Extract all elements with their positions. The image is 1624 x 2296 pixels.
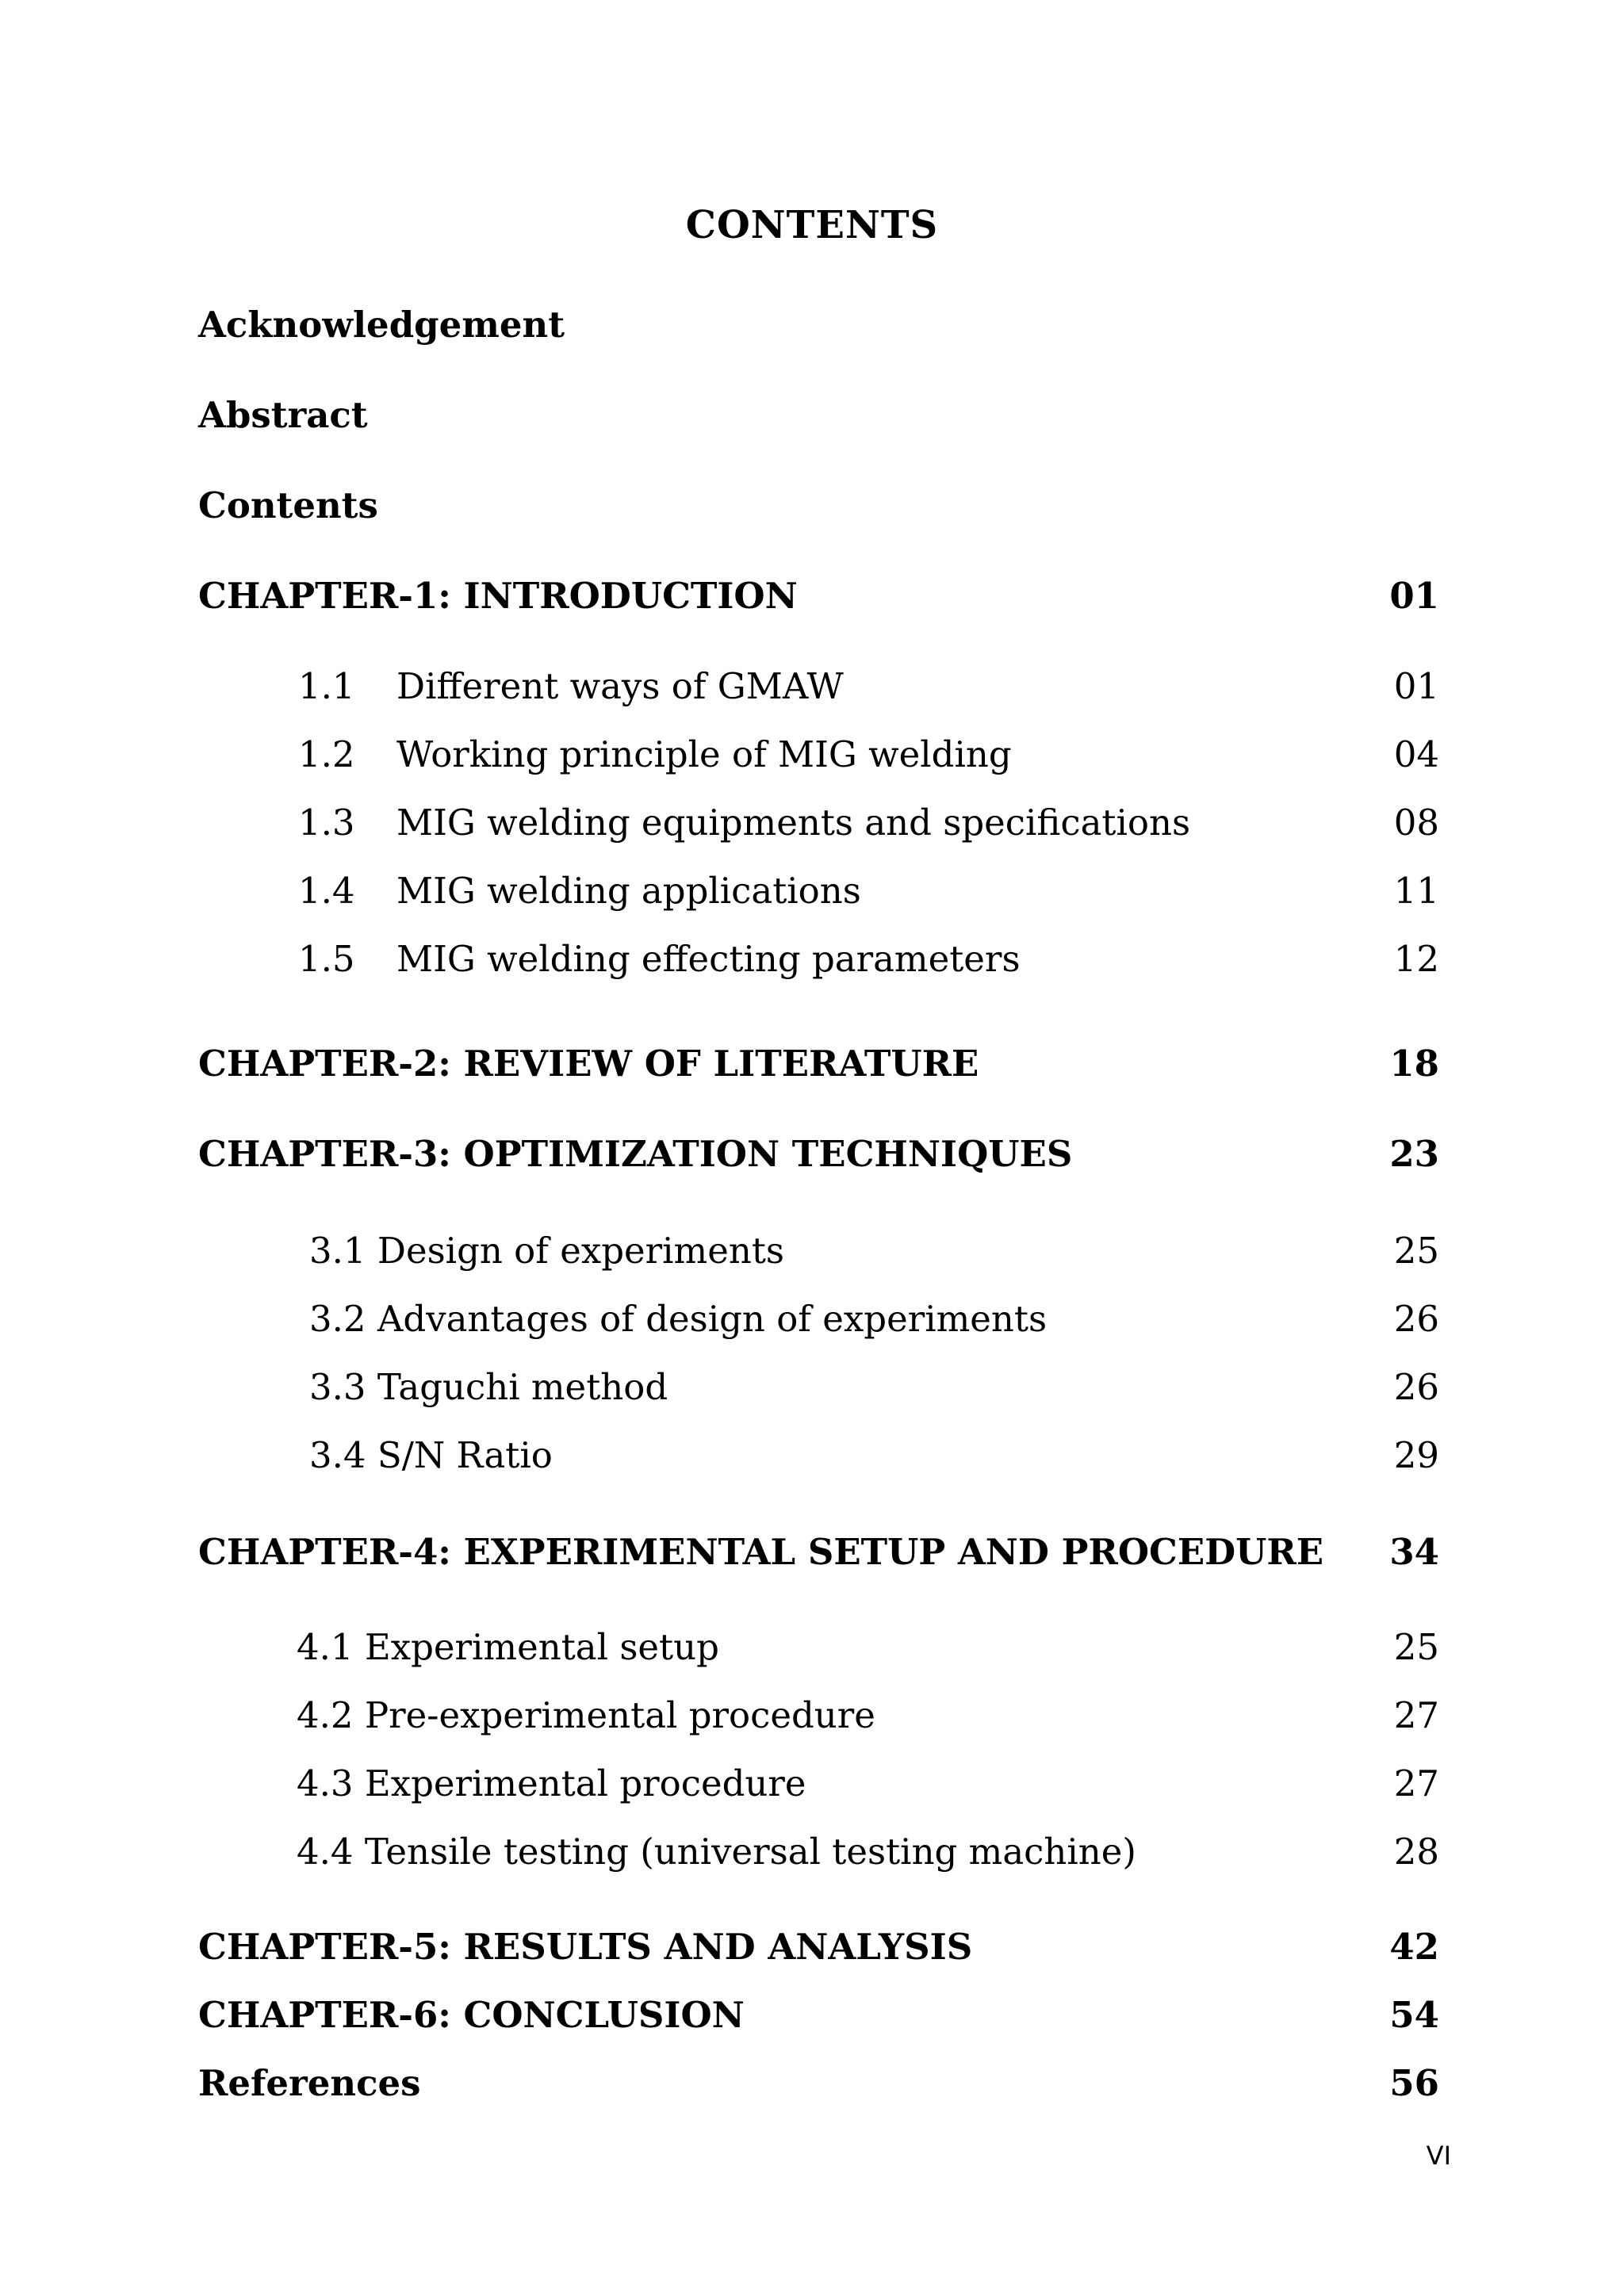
section-number: 1.4 bbox=[298, 870, 355, 912]
chapter-title: CHAPTER-4: EXPERIMENTAL SETUP AND PROCEDURE bbox=[198, 1531, 1324, 1573]
toc-section-1-4 bbox=[298, 867, 1439, 915]
toc-chapter-1 bbox=[198, 572, 1439, 620]
toc-entry-contents bbox=[198, 482, 378, 530]
section-title: 3.4 S/N Ratio bbox=[309, 1434, 553, 1476]
toc-section-1-5 bbox=[298, 936, 1439, 983]
toc-section-3-4 bbox=[309, 1432, 1439, 1479]
section-page: 25 bbox=[1393, 1626, 1439, 1668]
toc-chapter-6 bbox=[198, 1992, 1439, 2039]
toc-chapter-5 bbox=[198, 1923, 1439, 1971]
chapter-page: 42 bbox=[1389, 1926, 1439, 1968]
section-page: 08 bbox=[1393, 802, 1439, 844]
section-page: 01 bbox=[1393, 665, 1439, 707]
section-title: MIG welding effecting parameters bbox=[396, 938, 1021, 980]
toc-chapter-3 bbox=[198, 1131, 1439, 1178]
toc-section-4-4 bbox=[297, 1828, 1439, 1876]
section-page: 12 bbox=[1393, 938, 1439, 980]
section-title: 4.1 Experimental setup bbox=[297, 1626, 719, 1668]
references-page: 56 bbox=[1389, 2062, 1439, 2104]
section-page: 27 bbox=[1393, 1694, 1439, 1736]
toc-section-4-2 bbox=[297, 1692, 1439, 1739]
chapter-title: CHAPTER-5: RESULTS AND ANALYSIS bbox=[198, 1926, 973, 1968]
section-page: 04 bbox=[1393, 733, 1439, 775]
section-page: 26 bbox=[1393, 1366, 1439, 1408]
section-title: 3.2 Advantages of design of experiments bbox=[309, 1298, 1048, 1340]
section-title: 3.3 Taguchi method bbox=[309, 1366, 668, 1408]
toc-entry-label: Contents bbox=[198, 484, 378, 526]
section-page: 29 bbox=[1393, 1434, 1439, 1476]
toc-section-3-2 bbox=[309, 1295, 1439, 1343]
section-title: 3.1 Design of experiments bbox=[309, 1230, 785, 1272]
section-title: 4.4 Tensile testing (universal testing machine) bbox=[297, 1831, 1136, 1873]
toc-entry-acknowledgement bbox=[198, 301, 565, 349]
chapter-title: CHAPTER-6: CONCLUSION bbox=[198, 1994, 745, 2036]
section-title: Different ways of GMAW bbox=[396, 665, 844, 707]
section-number: 1.2 bbox=[298, 733, 355, 775]
section-title: 4.3 Experimental procedure bbox=[297, 1762, 806, 1804]
section-title: MIG welding applications bbox=[396, 870, 861, 912]
toc-entry-label: Acknowledgement bbox=[198, 304, 565, 346]
references-title: References bbox=[198, 2062, 421, 2104]
chapter-page: 01 bbox=[1389, 575, 1439, 617]
section-number: 1.3 bbox=[298, 802, 355, 844]
toc-entry-label: Abstract bbox=[198, 394, 368, 436]
toc-entry-abstract bbox=[198, 392, 368, 439]
section-title: MIG welding equipments and specifications bbox=[396, 802, 1191, 844]
toc-section-3-3 bbox=[309, 1364, 1439, 1411]
page-title: CONTENTS bbox=[685, 203, 939, 247]
section-title: Working principle of MIG welding bbox=[396, 733, 1012, 775]
section-number: 1.5 bbox=[298, 938, 355, 980]
section-page: 26 bbox=[1393, 1298, 1439, 1340]
page-number: VI bbox=[1426, 2141, 1451, 2171]
section-page: 27 bbox=[1393, 1762, 1439, 1804]
toc-section-1-1 bbox=[298, 663, 1439, 710]
chapter-title: CHAPTER-2: REVIEW OF LITERATURE bbox=[198, 1043, 979, 1085]
chapter-title: CHAPTER-1: INTRODUCTION bbox=[198, 575, 798, 617]
toc-section-3-1 bbox=[309, 1227, 1439, 1275]
section-page: 28 bbox=[1393, 1831, 1439, 1873]
chapter-page: 23 bbox=[1389, 1133, 1439, 1175]
section-number: 1.1 bbox=[298, 665, 355, 707]
chapter-page: 34 bbox=[1389, 1531, 1439, 1573]
toc-chapter-2 bbox=[198, 1040, 1439, 1088]
chapter-page: 54 bbox=[1389, 1994, 1439, 2036]
chapter-title: CHAPTER-3: OPTIMIZATION TECHNIQUES bbox=[198, 1133, 1073, 1175]
toc-section-4-3 bbox=[297, 1760, 1439, 1808]
toc-section-4-1 bbox=[297, 1624, 1439, 1671]
section-page: 25 bbox=[1393, 1230, 1439, 1272]
toc-section-1-3 bbox=[298, 799, 1439, 847]
chapter-page: 18 bbox=[1389, 1043, 1439, 1085]
section-title: 4.2 Pre-experimental procedure bbox=[297, 1694, 875, 1736]
toc-section-1-2 bbox=[298, 731, 1439, 779]
toc-chapter-4 bbox=[198, 1529, 1439, 1576]
toc-references bbox=[198, 2060, 1439, 2107]
section-page: 11 bbox=[1393, 870, 1439, 912]
